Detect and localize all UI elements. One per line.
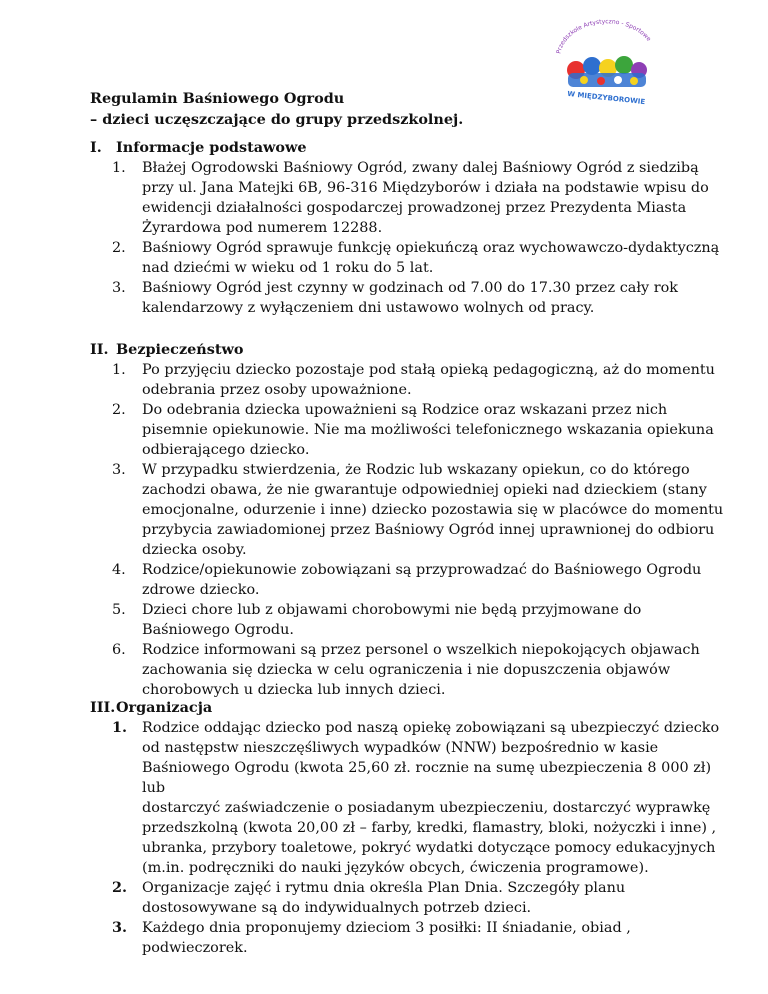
section-list: [90, 360, 730, 700]
svg-text:Przedszkole Artystyczno - Spor: [555, 18, 652, 54]
list-item: [90, 600, 730, 640]
section-heading: [90, 698, 730, 718]
item-text: [136, 560, 730, 600]
section-heading: [90, 340, 730, 360]
item-number: 3.: [112, 280, 126, 296]
item-line: Baśniowego Ogrodu (kwota 25,60 zł. rocznie na sumę ubezpieczenia 8 000 zł) lub: [142, 760, 712, 796]
list-item: [90, 918, 730, 958]
item-line: Błażej Ogrodowski Baśniowy Ogród, zwany dalej Baśniowy Ogród z siedzibą: [142, 160, 699, 176]
item-text: [136, 640, 730, 700]
item-number: 1.: [112, 160, 126, 176]
logo-arc-text: Przedszkole Artystyczno - Sportowe: [555, 18, 653, 55]
item-line: Organizacje zajęć i rytmu dnia określa Plan Dnia. Szczegóły planu: [142, 880, 626, 896]
item-line: dostarczyć zaświadczenie o posiadanym ubezpieczeniu, dostarczyć wyprawkę: [142, 800, 711, 816]
section-numeral: II.: [90, 341, 109, 358]
list-item: [90, 718, 730, 878]
item-text: [136, 460, 730, 560]
section-heading: [90, 138, 730, 158]
item-line: ewidencji działalności gospodarczej prowadzonej przez Prezydenta Miasta: [142, 200, 687, 216]
item-line: ubranka, przybory toaletowe, pokryć wydatki dotyczące pomocy edukacyjnych: [142, 840, 716, 856]
list-item: [90, 238, 730, 278]
item-line: chorobowych u dziecka lub innych dzieci.: [142, 682, 446, 698]
item-line: Dzieci chore lub z objawami chorobowymi nie będą przyjmowane do: [142, 602, 642, 618]
logo-bottom-text: W MIĘDZYBOROWIE: [566, 89, 646, 107]
item-text: [136, 360, 730, 400]
item-number: 2.: [112, 402, 126, 418]
item-line: zdrowe dziecko.: [142, 582, 260, 598]
item-number: 6.: [112, 642, 126, 658]
item-text: [136, 718, 730, 878]
item-line: nad dziećmi w wieku od 1 roku do 5 lat.: [142, 260, 434, 276]
item-line: Rodzice/opiekunowie zobowiązani są przyprowadzać do Baśniowego Ogrodu: [142, 562, 702, 578]
item-line: Do odebrania dziecka upoważnieni są Rodzice oraz wskazani przez nich: [142, 402, 668, 418]
item-line: podwieczorek.: [142, 940, 248, 956]
item-text: [136, 918, 730, 958]
item-line: W przypadku stwierdzenia, że Rodzic lub wskazany opiekun, co do którego: [142, 462, 690, 478]
section-title: Bezpieczeństwo: [116, 341, 244, 358]
item-line: Rodzice oddając dziecko pod naszą opiekę zobowiązani są ubezpieczyć dziecko: [142, 720, 720, 736]
item-line: Żyrardowa pod numerem 12288.: [142, 220, 383, 236]
item-text: [136, 600, 730, 640]
item-line: przy ul. Jana Matejki 6B, 96-316 Międzyborów i działa na podstawie wpisu do: [142, 180, 709, 196]
title-line-1: Regulamin Baśniowego Ogrodu: [90, 90, 345, 107]
item-line: dziecka osoby.: [142, 542, 247, 558]
item-line: emocjonalne, odurzenie i inne) dziecko pozostawia się w placówce do momentu: [142, 502, 724, 518]
item-number: 2.: [112, 879, 128, 896]
item-line: pisemnie opiekunowie. Nie ma możliwości telefonicznego wskazania opiekuna: [142, 422, 714, 438]
item-number: 2.: [112, 240, 126, 256]
item-line: (m.in. podręczniki do nauki języków obcych, ćwiczenia programowe).: [142, 860, 649, 876]
item-line: dostosowywane są do indywidualnych potrzeb dzieci.: [142, 900, 532, 916]
item-number: 3.: [112, 462, 126, 478]
section-list: [90, 718, 730, 958]
item-line: przedszkolną (kwota 20,00 zł – farby, kredki, flamastry, bloki, nożyczki i inne) ,: [142, 820, 717, 836]
item-line: od następstw nieszczęśliwych wypadków (NNW) bezpośrednio w kasie: [142, 740, 659, 756]
item-line: Baśniowego Ogrodu.: [142, 622, 294, 638]
item-text: [136, 158, 730, 238]
section-organizacja: [90, 698, 730, 958]
list-item: [90, 400, 730, 460]
item-text: [136, 238, 730, 278]
item-number: 4.: [112, 562, 126, 578]
item-text: [136, 400, 730, 460]
list-item: [90, 878, 730, 918]
item-text: [136, 278, 730, 318]
item-line: kalendarzowy z wyłączeniem dni ustawowo wolnych od pracy.: [142, 300, 595, 316]
item-number: 1.: [112, 719, 128, 736]
section-title: Informacje podstawowe: [116, 139, 307, 156]
item-number: 3.: [112, 919, 128, 936]
item-number: 5.: [112, 602, 126, 618]
section-numeral: III.: [90, 699, 116, 716]
list-item: [90, 158, 730, 238]
item-line: zachodzi obawa, że nie gwarantuje odpowiedniej opieki nad dzieckiem (stany: [142, 482, 707, 498]
list-item: [90, 360, 730, 400]
item-line: odbierającego dziecko.: [142, 442, 310, 458]
kindergarten-logo: [546, 18, 664, 108]
section-title: Organizacja: [116, 699, 213, 716]
item-line: Rodzice informowani są przez personel o wszelkich niepokojących objawach: [142, 642, 700, 658]
section-informacje-podstawowe: [90, 138, 730, 318]
item-line: Baśniowy Ogród jest czynny w godzinach od 7.00 do 17.30 przez cały rok: [142, 280, 678, 296]
item-line: przybycia zawiadomionej przez Baśniowy Ogród innej uprawnionej do odbioru: [142, 522, 715, 538]
list-item: [90, 460, 730, 560]
section-list: [90, 158, 730, 318]
item-line: zachowania się dziecka w celu ograniczenia i nie dopuszczenia objawów: [142, 662, 671, 678]
item-line: odebrania przez osoby upoważnione.: [142, 382, 412, 398]
section-bezpieczenstwo: [90, 340, 730, 700]
item-line: Po przyjęciu dziecko pozostaje pod stałą opieką pedagogiczną, aż do momentu: [142, 362, 715, 378]
item-number: 1.: [112, 362, 126, 378]
list-item: [90, 278, 730, 318]
document-title: [90, 88, 463, 130]
section-numeral: I.: [90, 139, 102, 156]
item-text: [136, 878, 730, 918]
item-line: Każdego dnia proponujemy dzieciom 3 posiłki: II śniadanie, obiad ,: [142, 920, 631, 936]
item-line: Baśniowy Ogród sprawuje funkcję opiekuńczą oraz wychowawczo-dydaktyczną: [142, 240, 720, 256]
list-item: [90, 640, 730, 700]
title-line-2: – dzieci uczęszczające do grupy przedszkolnej.: [90, 111, 464, 128]
list-item: [90, 560, 730, 600]
